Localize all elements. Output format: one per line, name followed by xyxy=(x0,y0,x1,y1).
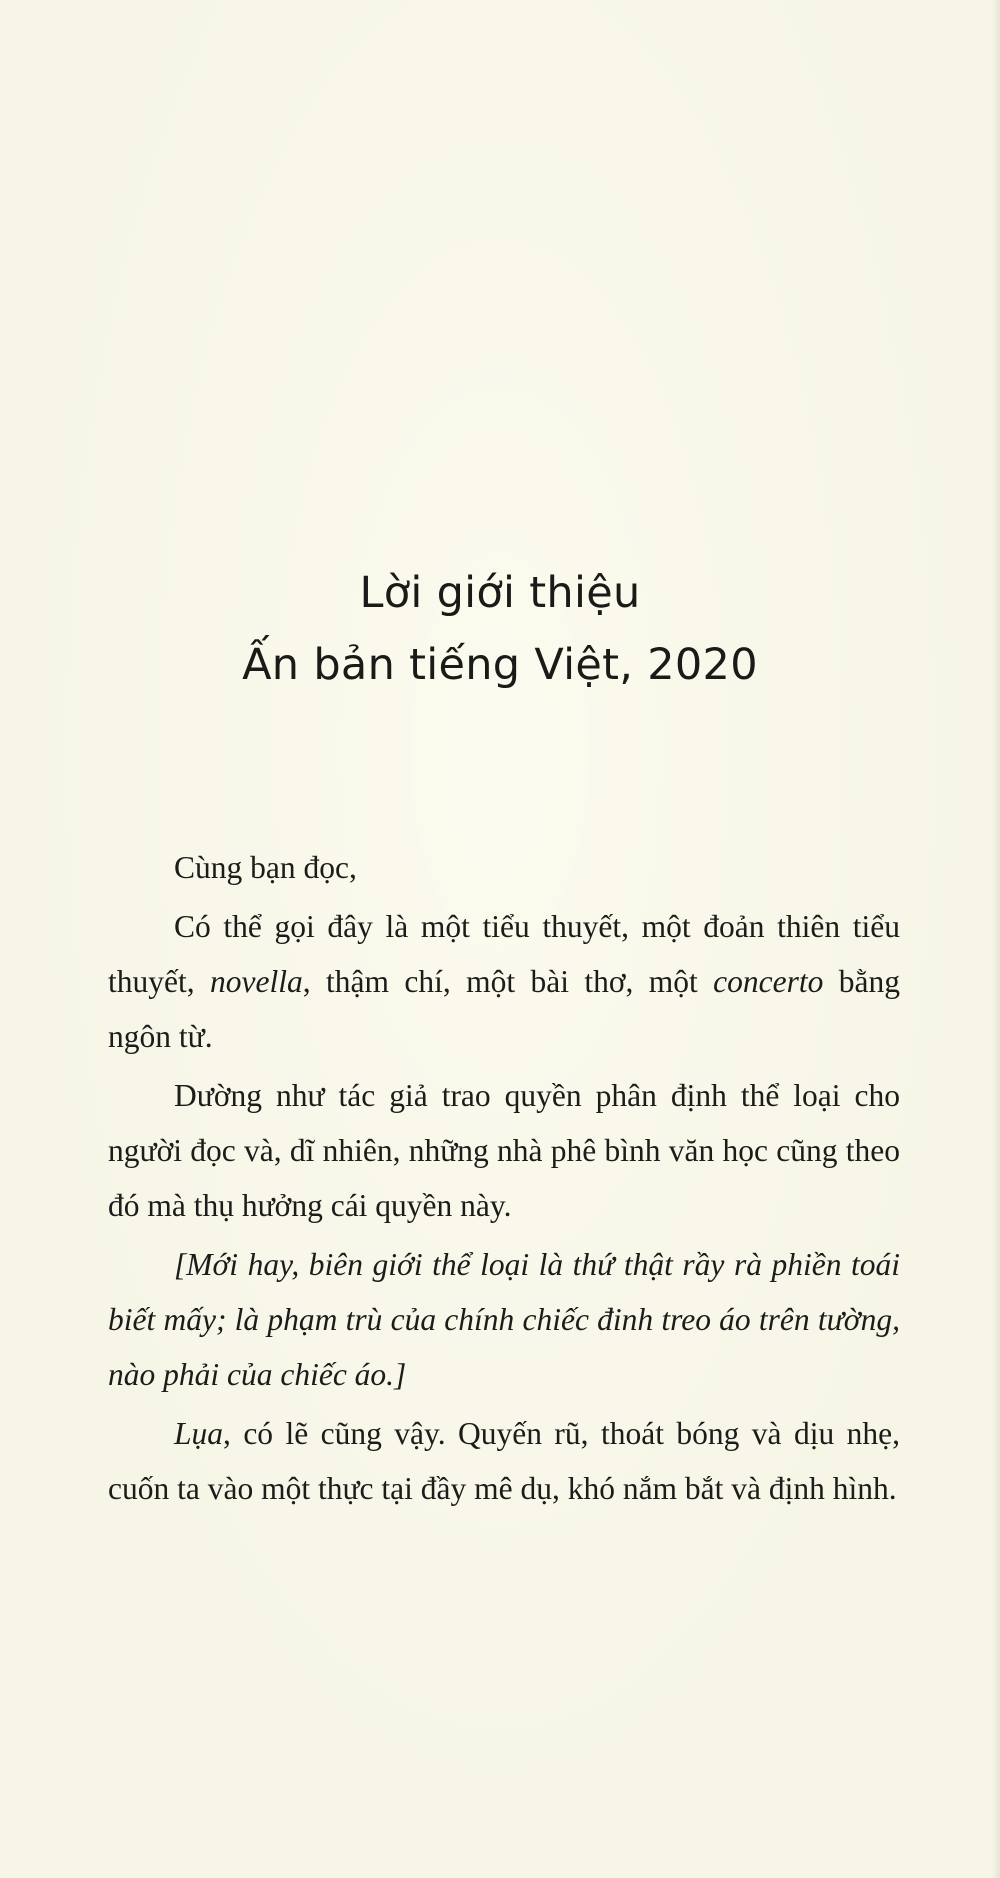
paragraph-genre-text-c: bằng ngôn từ. xyxy=(108,964,900,1054)
concerto-term: concerto xyxy=(713,964,824,999)
paragraph-genre xyxy=(108,899,900,1064)
body-text xyxy=(108,840,900,1520)
paragraph-lua xyxy=(108,1406,900,1516)
page-edge-shadow xyxy=(992,0,1000,1878)
chapter-subtitle: Ấn bản tiếng Việt, 2020 xyxy=(242,640,758,690)
paragraph-reader-rights: Dường như tác giả trao quyền phân định thể loại cho người đọc và, dĩ nhiên, những nhà phê bình văn học cũng theo đó mà thụ hưởng cái quyền này. xyxy=(108,1078,900,1223)
paragraph-genre-text-a: Có thể gọi đây là một tiểu thuyết, một đoản thiên tiểu thuyết, xyxy=(108,909,900,999)
paragraph-bracketed-aside: [Mới hay, biên giới thể loại là thứ thật rầy rà phiền toái biết mấy; là phạm trù của chính chiếc đinh treo áo trên tường, nào phải của chiếc áo.] xyxy=(108,1247,900,1392)
paragraph-lua-text: , có lẽ cũng vậy. Quyến rũ, thoát bóng và dịu nhẹ, cuốn ta vào một thực tại đầy mê dụ, khó nắm bắt và định hình. xyxy=(108,1416,900,1506)
chapter-title: Lời giới thiệu xyxy=(359,568,641,618)
greeting-paragraph: Cùng bạn đọc, xyxy=(174,850,357,885)
lua-title: Lụa xyxy=(174,1416,224,1451)
paragraph-genre-text-b: , thậm chí, một bài thơ, một xyxy=(302,964,714,999)
novella-term: novella xyxy=(210,964,303,999)
